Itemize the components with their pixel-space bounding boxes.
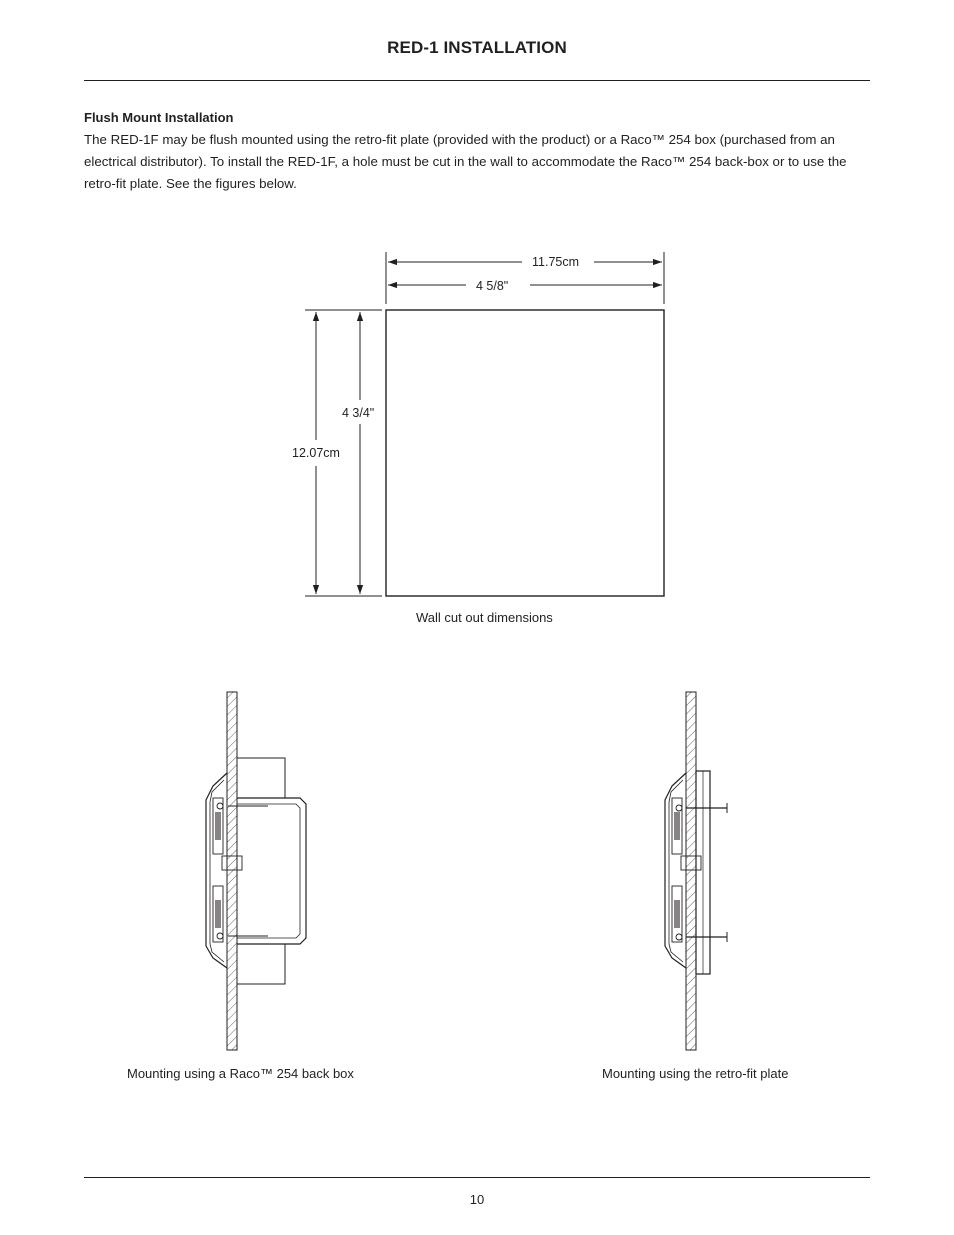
width-imperial-label: 4 5/8" bbox=[476, 279, 509, 293]
page-number: 10 bbox=[469, 1192, 485, 1207]
retro-fit-caption: Mounting using the retro-fit plate bbox=[602, 1066, 789, 1081]
section-heading: Flush Mount Installation bbox=[84, 110, 234, 125]
cutout-caption: Wall cut out dimensions bbox=[416, 610, 553, 625]
width-metric-label: 11.75cm bbox=[532, 255, 580, 269]
page-title: RED-1 INSTALLATION bbox=[387, 38, 567, 57]
device-housing-2 bbox=[665, 773, 686, 968]
footer-rule bbox=[84, 1177, 870, 1178]
height-metric-label: 12.07cm bbox=[292, 446, 340, 460]
body-paragraph: The RED-1F may be flush mounted using the retro-fit plate (provided with the product) or a Raco™ 254 box (purchased from an electrical distributor). To install the RED-1F, a hole must be cut in the wall to accommodate the Raco™ 254 back-box or to use the retro-fit plate. See the figures below. bbox=[84, 132, 847, 191]
wall-section-2 bbox=[686, 692, 696, 1050]
height-imperial-label: 4 3/4" bbox=[342, 406, 375, 420]
back-box-caption: Mounting using a Raco™ 254 back box bbox=[127, 1066, 354, 1081]
